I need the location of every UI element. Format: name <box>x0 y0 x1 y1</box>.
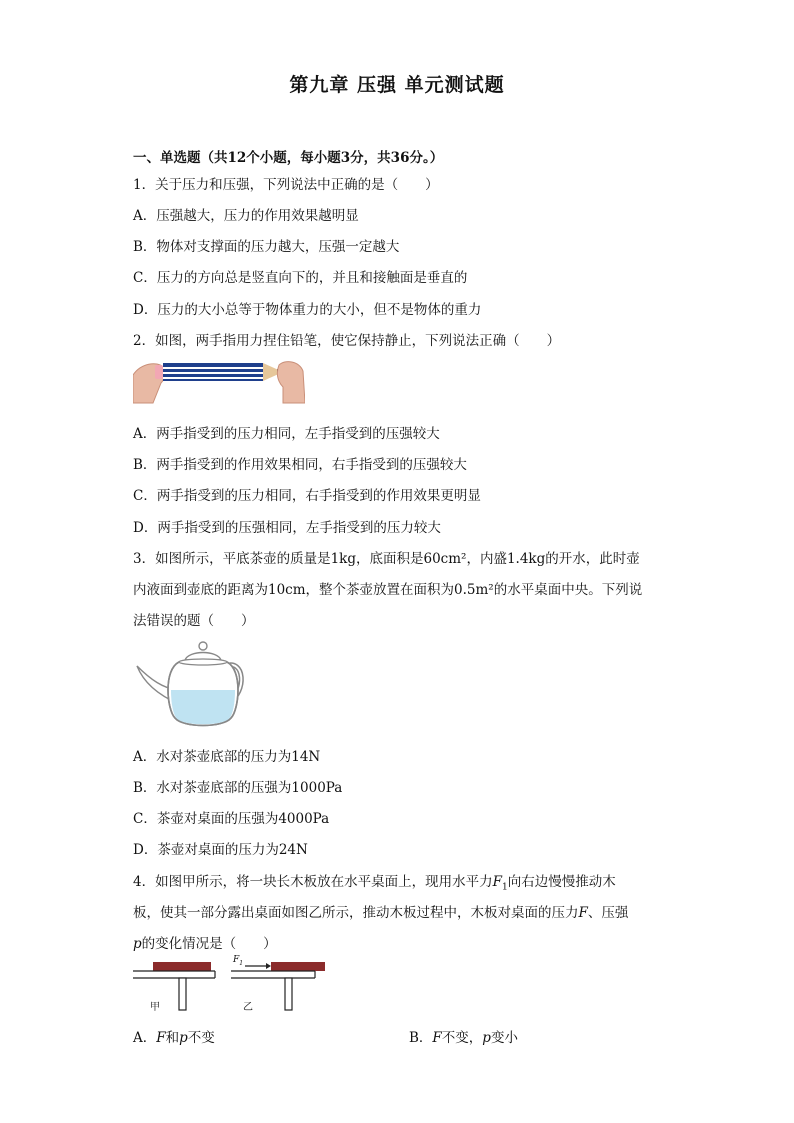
q3-option-a: A．水对茶壶底部的压力为14N <box>133 749 321 765</box>
q1-option-d: D．压力的大小总等于物体重力的大小，但不是物体的重力 <box>133 302 482 318</box>
pencil-figure <box>133 357 305 405</box>
q2-option-b: B．两手指受到的作用效果相同，右手指受到的压强较大 <box>133 457 467 473</box>
q1-option-a: A．压强越大，压力的作用效果越明显 <box>133 208 359 224</box>
fig-force-label: $F_1$ <box>233 955 244 967</box>
q4-stem-line-1: 4．如图甲所示，将一块长木板放在水平桌面上，现用水平力$F_1$向右边慢慢推动木 <box>133 874 616 893</box>
q4-stem-line-2: 板，使其一部分露出桌面如图乙所示，推动木板过程中，木板对桌面的压力F、压强 <box>133 905 629 921</box>
q3-option-d: D．茶壶对桌面的压力为24N <box>133 842 308 858</box>
q4-option-b: B．F不变，p变小 <box>409 1030 518 1046</box>
q3-stem-line-1: 3．如图所示，平底茶壶的质量是1kg，底面积是60cm²，内盛1.4kg的开水，此时壶 <box>133 551 640 567</box>
q2-option-a: A．两手指受到的压力相同，左手指受到的压强较大 <box>133 426 440 442</box>
q1-option-c: C．压力的方向总是竖直向下的，并且和接触面是垂直的 <box>133 270 468 286</box>
q2-option-d: D．两手指受到的压强相同，左手指受到的压力较大 <box>133 520 441 536</box>
q3-stem-line-2: 内液面到壶底的距离为10cm，整个茶壶放置在面积为0.5m²的水平桌面中央。下列说 <box>133 582 643 598</box>
q4-option-a: A．F和p不变 <box>133 1030 215 1046</box>
q1-option-b: B．物体对支撑面的压力越大，压强一定越大 <box>133 239 400 255</box>
fig-label-jia: 甲 <box>150 1002 160 1013</box>
q3-option-c: C．茶壶对桌面的压强为4000Pa <box>133 811 330 827</box>
section-heading: 一、单选题（共12个小题，每小题3分，共36分。） <box>133 150 444 166</box>
q3-stem-line-3: 法错误的题（ ） <box>133 613 255 629</box>
q3-option-b: B．水对茶壶底部的压强为1000Pa <box>133 780 343 796</box>
q4-stem-line-3: p的变化情况是（ ） <box>133 936 277 952</box>
q1-stem: 1．关于压力和压强，下列说法中正确的是（ ） <box>133 177 439 193</box>
q2-option-c: C．两手指受到的压力相同，右手指受到的作用效果更明显 <box>133 488 481 504</box>
teapot-figure <box>133 640 245 730</box>
q2-stem: 2．如图，两手指用力捏住铅笔，使它保持静止，下列说法正确（ ） <box>133 333 561 349</box>
fig-label-yi: 乙 <box>243 1002 253 1013</box>
page-title: 第九章 压强 单元测试题 <box>289 74 505 96</box>
